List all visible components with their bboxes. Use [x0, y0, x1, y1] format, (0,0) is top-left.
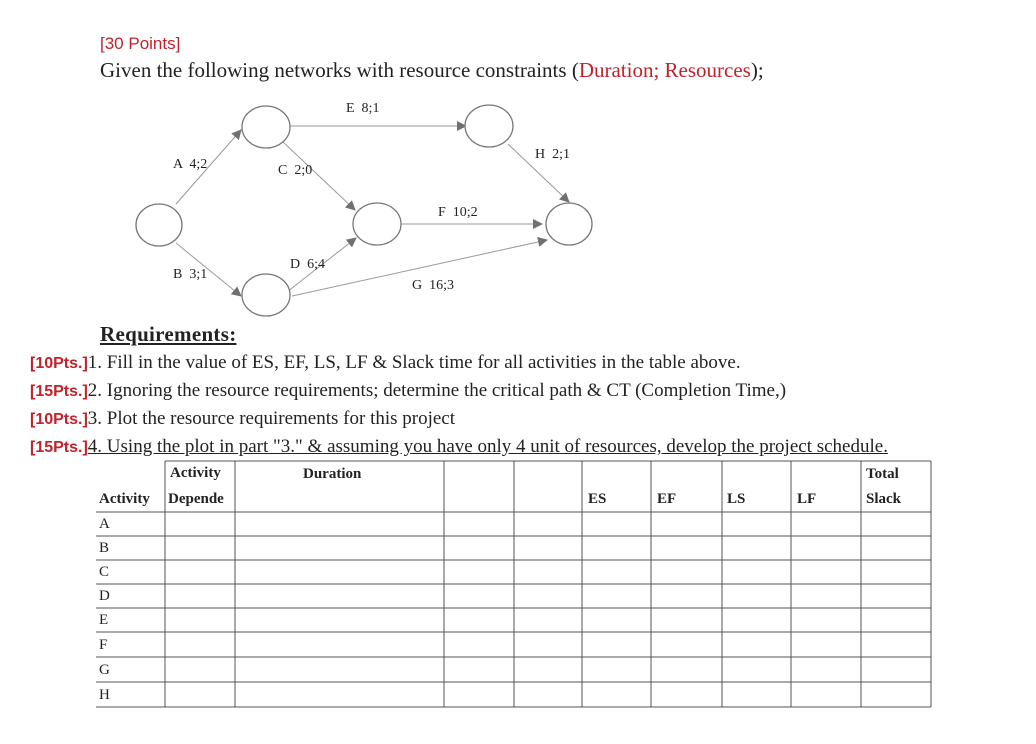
- edge-label-E: E 8;1: [346, 101, 380, 116]
- table-row-activity: B: [99, 540, 110, 556]
- edge-label-A: A 4;2: [173, 157, 208, 172]
- requirement-1-points: [10Pts.]: [30, 355, 88, 372]
- requirement-2-text: 2. Ignoring the resource requirements; determine the critical path & CT (Completion Time,): [87, 380, 787, 401]
- table-row-activity: A: [99, 516, 110, 532]
- header-activity-dependency-top: Activity: [170, 465, 221, 481]
- header-es: ES: [588, 491, 607, 507]
- header-activity: Activity: [99, 491, 150, 507]
- edge-label-B: B 3;1: [173, 267, 208, 282]
- edge-label-C: C 2;0: [278, 163, 313, 178]
- edge-label-G: G 16;3: [412, 278, 454, 293]
- intro-highlight: Duration; Resources: [578, 58, 751, 82]
- header-dependency: Depende: [168, 491, 224, 507]
- table-row-activity: H: [99, 687, 110, 703]
- table-row-activity: D: [99, 588, 110, 604]
- table-row-activity: E: [99, 612, 109, 628]
- edge-label-D: D 6;4: [290, 257, 325, 272]
- requirement-3-points: [10Pts.]: [30, 411, 88, 428]
- requirement-1-text: 1. Fill in the value of ES, EF, LS, LF & Slack time for all activities in the table above.: [87, 352, 741, 373]
- table-row-activity: C: [99, 564, 110, 580]
- header-slack: Slack: [866, 491, 902, 507]
- points-heading: [30 Points]: [100, 34, 181, 53]
- header-duration: Duration: [303, 466, 362, 482]
- table-row-activity: F: [99, 637, 108, 653]
- edge-label-H: H 2;1: [535, 147, 570, 162]
- header-ef: EF: [657, 491, 677, 507]
- edge-label-F: F 10;2: [438, 205, 478, 220]
- requirement-3-text: 3. Plot the resource requirements for this project: [87, 408, 456, 429]
- requirement-2-points: [15Pts.]: [30, 383, 88, 400]
- intro-before: Given the following networks with resource constraints (: [100, 58, 579, 82]
- header-ls: LS: [727, 491, 746, 507]
- header-lf: LF: [797, 491, 817, 507]
- requirement-4-text: 4. Using the plot in part "3." & assuming you have only 4 unit of resources, develop the project schedule.: [87, 436, 888, 457]
- header-total: Total: [866, 466, 899, 482]
- requirement-4-points: [15Pts.]: [30, 439, 88, 456]
- table-row-activity: G: [99, 662, 110, 678]
- intro-after: );: [750, 58, 764, 82]
- requirements-title: Requirements:: [100, 322, 237, 346]
